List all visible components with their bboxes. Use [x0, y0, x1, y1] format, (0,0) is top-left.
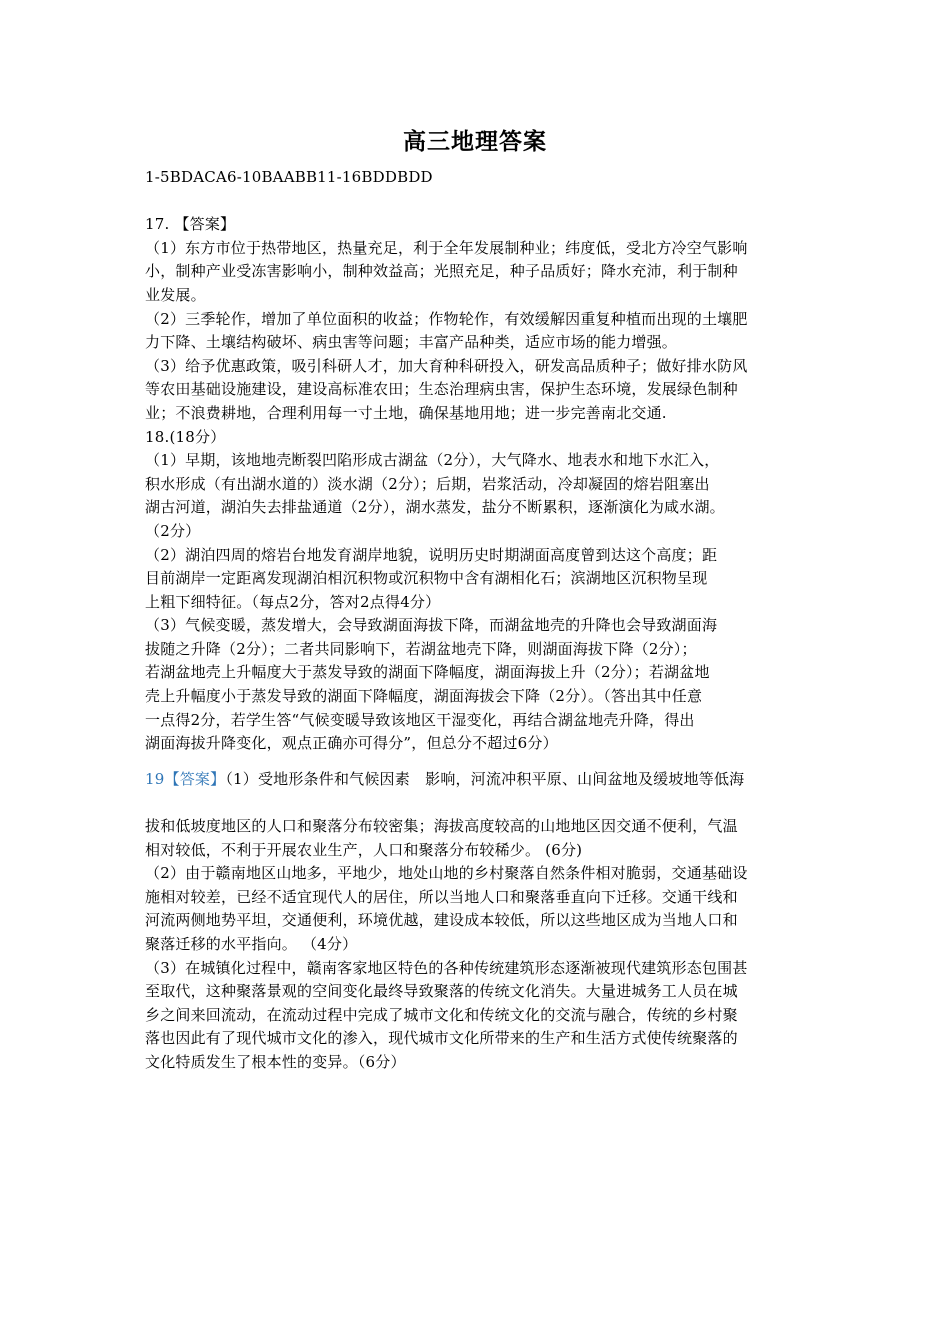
q17-header: 17. 【答案】 [145, 215, 236, 234]
q18-line: （2分） [145, 521, 201, 540]
q19-first-text: （1）受地形条件和气候因素 影响，河流冲积平原、山间盆地及缓坡地等低海 [225, 769, 745, 788]
question-19 [145, 768, 825, 1075]
q17-line: 业发展。 [145, 285, 206, 304]
q18-line: 湖面海拔升降变化，观点正确亦可得分”，但总分不超过6分） [145, 734, 558, 753]
q19-line: （2）由于赣南地区山地多，平地少，地处山地的乡村聚落自然条件相对脆弱，交通基础设 [145, 864, 748, 883]
q18-line: 若湖盆地壳上升幅度大于蒸发导致的湖面下降幅度，湖面海拔上升（2分）；若湖盆地 [145, 663, 710, 682]
q18-line: （1）早期，该地地壳断裂凹陷形成古湖盆（2分），大气降水、地表水和地下水汇入， [145, 451, 720, 470]
question-18 [145, 426, 825, 756]
q19-line: 至取代，这种聚落景观的空间变化最终导致聚落的传统文化消失。大量进城务工人员在城 [145, 982, 738, 1001]
q18-line: 积水形成（有出湖水道的）淡水湖（2分）；后期，岩浆活动，冷却凝固的熔岩阻塞出 [145, 474, 710, 493]
q18-line: 上粗下细特征。（每点2分，答对2点得4分） [145, 592, 441, 611]
q19-number: 19 [145, 769, 165, 788]
q18-line: 一点得2分，若学生答“气候变暖导致该地区干湿变化，再结合湖盆地壳升降，得出 [145, 710, 695, 729]
q19-line: 相对较低，不利于开展农业生产，人口和聚落分布较稀少。 (6分) [145, 840, 583, 859]
spacer [145, 791, 825, 815]
spacer [145, 756, 825, 768]
q19-line: （3）在城镇化过程中，赣南客家地区特色的各种传统建筑形态逐渐被现代建筑形态包围甚 [145, 958, 748, 977]
question-17 [145, 213, 825, 425]
q17-line: 小，制种产业受冻害影响小，制种效益高；光照充足，种子品质好；降水充沛，利于制种 [145, 262, 738, 281]
q18-line: 目前湖岸一定距离发现湖泊相沉积物或沉积物中含有湖相化石；滨湖地区沉积物呈现 [145, 569, 708, 588]
q18-line: （3）气候变暖，蒸发增大，会导致湖面海拔下降，而湖盆地壳的升降也会导致湖面海 [145, 616, 718, 635]
q19-line: 落也因此有了现代城市文化的渗入，现代城市文化所带来的生产和生活方式使传统聚落的 [145, 1029, 738, 1048]
q19-line: 文化特质发生了根本性的变异。（6分） [145, 1052, 406, 1071]
q17-line: （3）给予优惠政策，吸引科研人才，加大育种科研投入，研发高品质种子；做好排水防风 [145, 356, 748, 375]
q19-line: 河流两侧地势平坦，交通便利，环境优越，建设成本较低，所以这些地区成为当地人口和 [145, 911, 738, 930]
spacer [145, 190, 825, 214]
q17-line: （2）三季轮作，增加了单位面积的收益；作物轮作，有效缓解因重复种植而出现的土壤肥 [145, 309, 748, 328]
q17-line: 力下降、土壤结构破坏、病虫害等问题；丰富产品种类，适应市场的能力增强。 [145, 333, 678, 352]
q19-line: 聚落迁移的水平指向。 （4分） [145, 935, 358, 953]
q19-first-line [145, 768, 825, 792]
q19-line: 乡之间来回流动，在流动过程中完成了城市文化和传统文化的交流与融合，传统的乡村聚 [145, 1005, 738, 1024]
answer-key: 1-5BDACA6-10BAABB11-16BDDBDD [145, 168, 433, 186]
q18-line: （2）湖泊四周的熔岩台地发育湖岸地貌，说明历史时期湖面高度曾到达这个高度；距 [145, 545, 718, 564]
q19-tag: 【答案】 [164, 769, 226, 788]
q19-line: 拔和低坡度地区的人口和聚落分布较密集；海拔高度较高的山地地区因交通不便利，气温 [145, 817, 738, 836]
q18-line: 壳上升幅度小于蒸发导致的湖面下降幅度，湖面海拔会下降（2分）。（答出其中任意 [145, 687, 703, 706]
document-body [145, 166, 825, 1075]
q18-line: 湖古河道，湖泊失去排盐通道（2分），湖水蒸发，盐分不断累积，逐渐演化为咸水湖。 [145, 498, 725, 517]
q19-line: 施相对较差，已经不适宜现代人的居住，所以当地人口和聚落垂直向下迁移。交通干线和 [145, 887, 738, 906]
document-title: 高三地理答案 [403, 128, 547, 155]
q17-line: 业；不浪费耕地，合理利用每一寸土地，确保基地用地；进一步完善南北交通. [145, 403, 667, 422]
q17-line: （1）东方市位于热带地区，热量充足，利于全年发展制种业；纬度低，受北方冷空气影响 [145, 238, 748, 257]
q18-line: 拔随之升降（2分）；二者共同影响下，若湖盆地壳下降，则湖面海拔下降（2分）； [145, 639, 697, 658]
q17-line: 等农田基础设施建设，建设高标准农田；生态治理病虫害，保护生态环境，发展绿色制种 [145, 380, 738, 399]
q18-header: 18.(18分） [145, 427, 226, 446]
